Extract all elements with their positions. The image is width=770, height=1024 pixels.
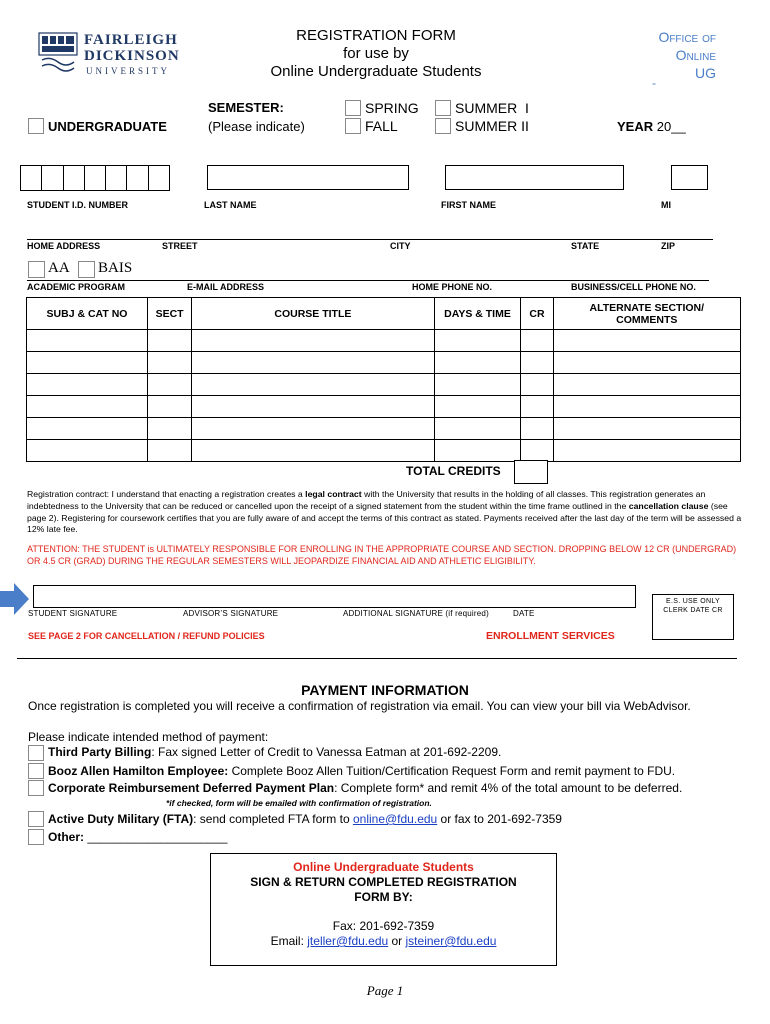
academic-program-label: ACADEMIC PROGRAM (27, 282, 125, 292)
office-dash: - (652, 76, 656, 90)
table-row[interactable] (27, 352, 741, 374)
logo-text-university: UNIVERSITY (86, 66, 170, 76)
military-text-2: or fax to 201-692-7359 (437, 812, 562, 826)
student-id-boxes[interactable] (20, 165, 170, 191)
office-line-2: Online (675, 47, 716, 63)
booz-allen-option (48, 764, 675, 778)
total-credits-label: TOTAL CREDITS (406, 464, 501, 478)
first-name-label: FIRST NAME (441, 200, 496, 210)
third-party-bold: Third Party Billing (48, 745, 152, 759)
jteller-email-link[interactable]: jteller@fdu.edu (307, 934, 389, 948)
return-email-label: Email: (270, 934, 308, 948)
home-phone-label: HOME PHONE NO. (412, 282, 493, 292)
undergraduate-checkbox[interactable] (28, 118, 44, 134)
enrollment-services-label: ENROLLMENT SERVICES (486, 630, 615, 642)
zip-label: ZIP (661, 241, 676, 251)
mi-field[interactable] (671, 165, 708, 190)
year-label-text: YEAR (617, 119, 654, 134)
payment-indicate: Please indicate intended method of payment: (28, 730, 269, 744)
third-party-option (48, 745, 501, 759)
return-email-or: or (388, 934, 406, 948)
return-email (211, 934, 556, 948)
table-row[interactable] (27, 374, 741, 396)
return-line-3: FORM BY: (354, 890, 413, 904)
office-line-3: UG (695, 65, 716, 81)
online-email-link[interactable]: online@fdu.edu (352, 812, 438, 826)
col-header-subj: SUBJ & CAT NO (27, 298, 148, 330)
military-bold: Active Duty Military (FTA) (48, 812, 194, 826)
es-use-only-box (652, 594, 734, 640)
return-fax: Fax: 201-692-7359 (332, 919, 435, 933)
arrow-icon (0, 582, 30, 616)
bais-label: BAIS (98, 260, 133, 276)
clerk-date-cr-label: CLERK DATE CR (663, 607, 723, 614)
last-name-field[interactable] (207, 165, 409, 190)
form-subtitle-students: Online Undergraduate Students (270, 63, 482, 80)
fall-checkbox[interactable] (345, 118, 361, 134)
summer2-label: SUMMER II (455, 118, 529, 134)
deferred-plan-text: : Complete form* and remit 4% of the total amount to be deferred. (334, 781, 683, 795)
home-address-label: HOME ADDRESS (27, 241, 101, 251)
section-divider (17, 658, 737, 659)
contract-text-1: Registration contract: I understand that enacting a registration creates a (27, 489, 306, 499)
col-header-title: COURSE TITLE (192, 298, 434, 330)
deferred-plan-checkbox[interactable] (28, 780, 44, 796)
third-party-checkbox[interactable] (28, 745, 44, 761)
logo-text-fairleigh: FAIRLEIGH (84, 32, 178, 48)
return-instructions-box (210, 853, 557, 966)
deferred-plan-note: *if checked, form will be emailed with confirmation of registration. (166, 798, 432, 808)
other-checkbox[interactable] (28, 829, 44, 845)
contract-legal: legal contract (305, 489, 362, 499)
office-of-label (658, 28, 716, 82)
contact-line[interactable] (27, 280, 709, 281)
booz-allen-checkbox[interactable] (28, 763, 44, 779)
logo-text-dickinson: DICKINSON (84, 48, 180, 64)
spring-label: SPRING (365, 100, 419, 116)
contract-cancellation: cancellation clause (628, 500, 709, 511)
page-number: Page 1 (366, 983, 404, 998)
other-option (48, 830, 227, 844)
military-option (48, 812, 562, 826)
table-row[interactable] (27, 440, 741, 462)
course-table (26, 297, 741, 462)
form-subtitle-for-use: for use by (343, 45, 409, 62)
date-label: DATE (513, 609, 535, 618)
semester-indicate-label: (Please indicate) (208, 119, 305, 134)
fdu-logo (38, 30, 186, 80)
form-title: REGISTRATION FORM (296, 27, 456, 44)
city-label: CITY (390, 241, 411, 251)
contract-text-3: (see page 2). Registering for coursework certifies that you are fully aware of and accept the terms of this contract as stated. Payments received after the last day of the term will be assessed a 12% late fee. (27, 500, 742, 535)
third-party-text: : Fax signed Letter of Credit to Vanessa Eatman at 201-692-2209. (151, 745, 502, 759)
jsteiner-email-link[interactable]: jsteiner@fdu.edu (405, 934, 497, 948)
spring-checkbox[interactable] (345, 100, 361, 116)
street-label: STREET (162, 241, 198, 251)
mi-label: MI (661, 200, 671, 210)
email-address-label: E-MAIL ADDRESS (187, 282, 265, 292)
student-id-label: STUDENT I.D. NUMBER (27, 200, 128, 210)
advisor-signature-label: ADVISOR’S SIGNATURE (183, 609, 279, 618)
military-text-1: : send completed FTA form to (193, 812, 353, 826)
registration-contract (27, 489, 745, 536)
table-row[interactable] (27, 396, 741, 418)
return-line-2: SIGN & RETURN COMPLETED REGISTRATION (250, 875, 517, 889)
booz-allen-bold: Booz Allen Hamilton Employee: (48, 764, 229, 778)
other-blank[interactable]: _____________________ (84, 830, 228, 844)
address-line[interactable] (27, 239, 713, 240)
signature-line-box[interactable] (33, 585, 636, 608)
see-page2-notice: SEE PAGE 2 FOR CANCELLATION / REFUND POLICIES (28, 631, 265, 641)
aa-label: AA (48, 260, 70, 276)
deferred-plan-bold: Corporate Reimbursement Deferred Payment Plan (48, 781, 335, 795)
business-phone-label: BUSINESS/CELL PHONE NO. (571, 282, 696, 292)
booz-allen-text: Complete Booz Allen Tuition/Certification Request Form and remit payment to FDU. (228, 764, 676, 778)
student-signature-label: STUDENT SIGNATURE (28, 609, 118, 618)
col-header-comments: ALTERNATE SECTION/ COMMENTS (553, 298, 740, 330)
office-line-1: Office of (658, 29, 716, 45)
semester-label: SEMESTER: (208, 100, 284, 115)
return-line-1: Online Undergraduate Students (293, 860, 474, 874)
fall-label: FALL (365, 118, 398, 134)
state-label: STATE (571, 241, 600, 251)
attention-notice: ATTENTION: THE STUDENT is ULTIMATELY RESPONSIBLE FOR ENROLLING IN THE APPROPRIATE COURSE AND SECTION. DROPPING BELOW 12 CR (UNDERGRAD) OR 4.5 CR (GRAD) DURING THE REGULAR SEMESTERS WILL JEOPARDIZE FINANCIAL AID AND ATHLETIC ELIGIBILITY. (27, 544, 737, 566)
col-header-sect: SECT (148, 298, 192, 330)
bais-checkbox[interactable] (78, 261, 95, 278)
summer1-label: SUMMER I (455, 100, 529, 116)
military-checkbox[interactable] (28, 811, 44, 827)
year-value: 20__ (656, 119, 686, 134)
fdu-crest-icon (38, 32, 78, 76)
first-name-field[interactable] (445, 165, 624, 190)
aa-checkbox[interactable] (28, 261, 45, 278)
payment-title: PAYMENT INFORMATION (301, 682, 469, 698)
col-header-cr: CR (521, 298, 553, 330)
col-header-days: DAYS & TIME (434, 298, 521, 330)
year-label (617, 119, 686, 134)
es-use-only-label: E.S. USE ONLY (666, 598, 720, 605)
summer1-checkbox[interactable] (435, 100, 451, 116)
table-row[interactable] (27, 330, 741, 352)
contract-text-2: with the University that results in the holding of all classes. This registration generates an indebtedness to the University that can be reduced or cancelled upon the receipt of a signed statement from the student within the time frame outlined in the (27, 489, 706, 511)
additional-signature-label: ADDITIONAL SIGNATURE (if required) (343, 609, 489, 618)
deferred-plan-option (48, 781, 682, 795)
undergraduate-label: UNDERGRADUATE (48, 119, 167, 134)
other-bold: Other: (48, 830, 84, 844)
total-credits-box[interactable] (514, 460, 548, 484)
table-row[interactable] (27, 418, 741, 440)
last-name-label: LAST NAME (204, 200, 257, 210)
payment-intro: Once registration is completed you will receive a confirmation of registration via email. You can view your bill via WebAdvisor. (28, 699, 691, 713)
summer2-checkbox[interactable] (435, 118, 451, 134)
